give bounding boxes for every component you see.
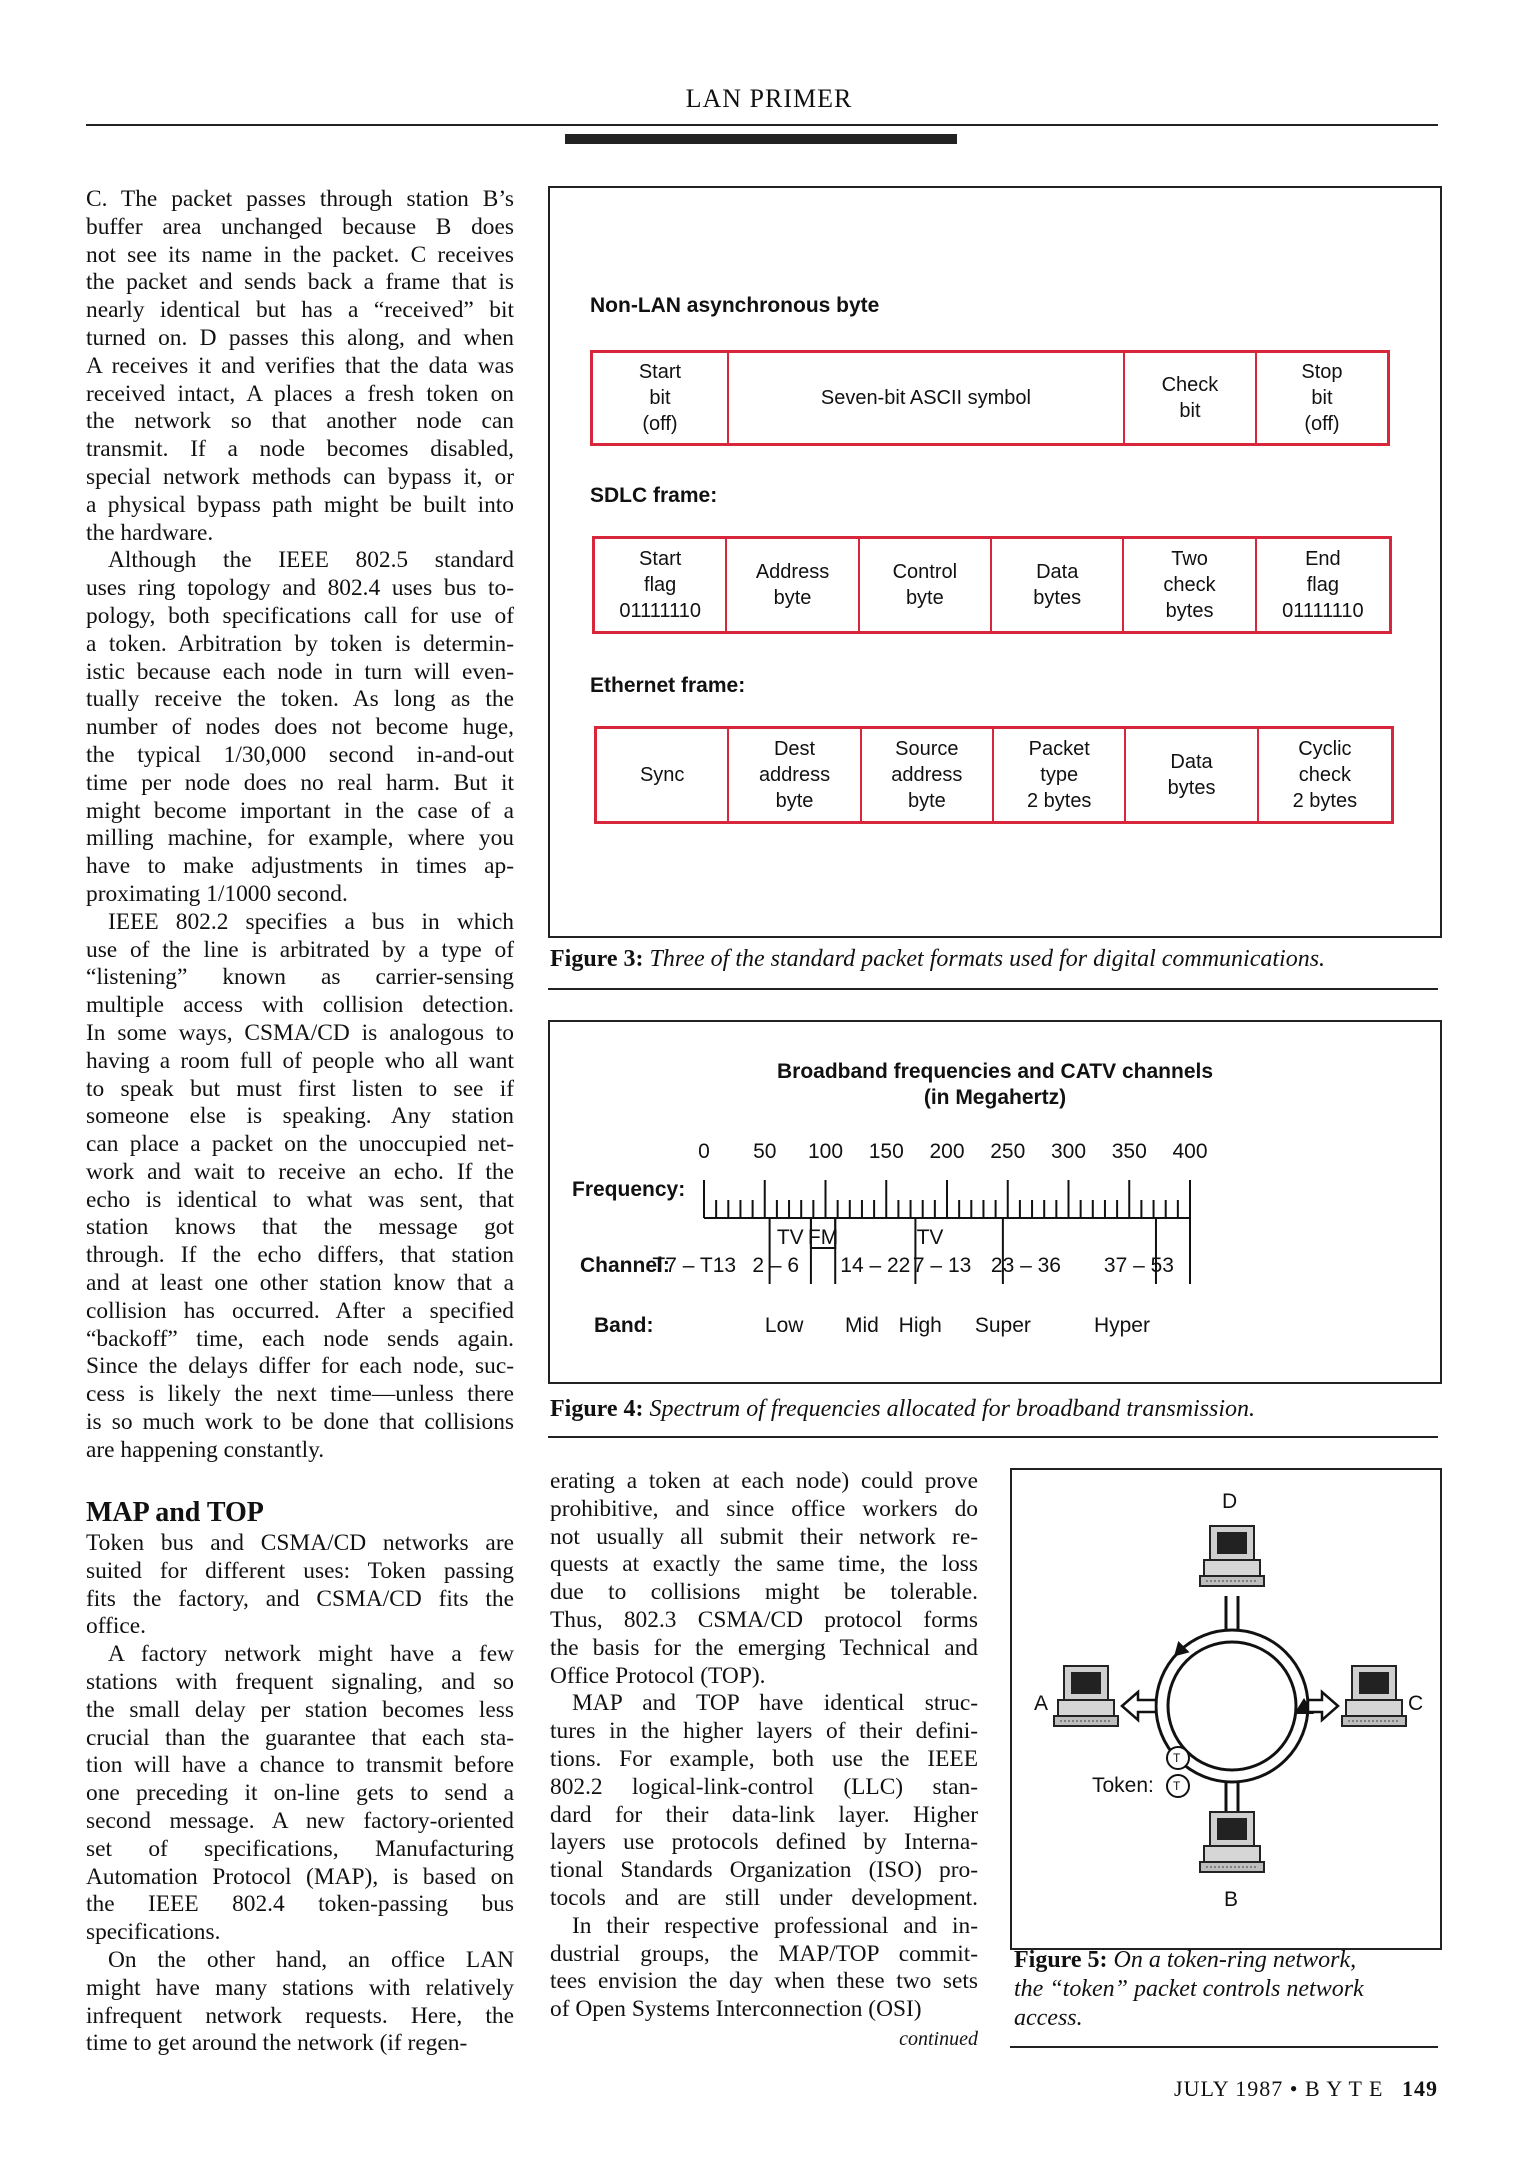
text-line: quests at exactly the same time, the loss bbox=[550, 1551, 978, 1578]
text-line: echo is identical to what was sent, that bbox=[86, 1186, 514, 1213]
text-line: work and wait to receive an echo. If the bbox=[86, 1158, 514, 1185]
async-byte-cell: Start bit (off) bbox=[593, 353, 729, 443]
text-line: are happening constantly. bbox=[86, 1436, 325, 1463]
column-2-text bbox=[86, 1496, 514, 2058]
token-legend-label: Token: bbox=[1092, 1774, 1154, 1797]
text-line: tion will have a chance to transmit before bbox=[86, 1752, 514, 1779]
text-line: the typical 1/30,000 second in-and-out bbox=[86, 741, 514, 768]
text-line: Office Protocol (TOP). bbox=[550, 1662, 766, 1689]
sdlc-frame-label: SDLC frame: bbox=[590, 484, 718, 507]
text-line: is so much work to be done that collisions bbox=[86, 1409, 514, 1436]
text-line: tees envision the day when these two sets bbox=[550, 1968, 978, 1995]
text-line: the basis for the emerging Technical and bbox=[550, 1634, 978, 1661]
text-line: not see its name in the packet. C receives bbox=[86, 241, 514, 268]
text-line: Since the delays differ for each node, suc- bbox=[86, 1353, 514, 1380]
text-line: tions. For example, both use the IEEE bbox=[550, 1745, 978, 1772]
text-line: A factory network might have a few bbox=[108, 1641, 514, 1668]
figure-3-caption-text: Three of the standard packet formats used for digital communications. bbox=[649, 946, 1326, 972]
text-line: received intact, A places a fresh token on bbox=[86, 380, 514, 407]
text-line: tually receive the token. As long as the bbox=[86, 686, 514, 713]
computer-b-icon bbox=[1200, 1812, 1264, 1872]
ethernet-frame-cell: Sync bbox=[597, 729, 729, 821]
async-byte-label: Non-LAN asynchronous byte bbox=[590, 294, 880, 317]
text-line: Token bus and CSMA/CD networks are bbox=[86, 1530, 514, 1556]
text-line: “listening” known as carrier-sensing bbox=[86, 964, 514, 991]
ethernet-frame-cell: Data bytes bbox=[1126, 729, 1258, 821]
computer-d-icon bbox=[1200, 1526, 1264, 1586]
figure-3-box bbox=[548, 186, 1442, 938]
text-line: MAP and TOP have identical struc- bbox=[572, 1690, 978, 1717]
ethernet-frame-cell: Cyclic check 2 bytes bbox=[1292, 738, 1358, 812]
continued-note: continued bbox=[899, 2028, 978, 2050]
section-heading: MAP and TOP bbox=[86, 1497, 264, 1528]
figure-4-caption-text: Spectrum of frequencies allocated for broadband transmission. bbox=[649, 1396, 1256, 1422]
text-line: not usually all submit their network re- bbox=[550, 1523, 978, 1550]
text-line: one preceding it on-line gets to send a bbox=[86, 1780, 514, 1807]
token-legend-symbol: T bbox=[1173, 1779, 1181, 1793]
frequency-label: Frequency: bbox=[572, 1178, 686, 1201]
header-rule bbox=[86, 124, 1438, 126]
sdlc-frame-cell: End flag 01111110 bbox=[1282, 548, 1364, 622]
figure-4-caption bbox=[550, 1396, 1255, 1423]
band-name: High bbox=[898, 1314, 942, 1337]
text-line: IEEE 802.2 specifies a bus in which bbox=[108, 908, 514, 935]
text-line: milling machine, for example, where you bbox=[86, 825, 514, 852]
link-a bbox=[1122, 1692, 1156, 1720]
text-line: the packet and sends back a frame that is bbox=[86, 269, 514, 296]
node-d-label: D bbox=[1222, 1490, 1238, 1513]
node-b-label: B bbox=[1224, 1888, 1239, 1911]
text-line: special network methods can bypass it, or bbox=[86, 463, 514, 490]
text-line: through. If the echo differs, that station bbox=[86, 1242, 514, 1269]
text-line: time per node does no real harm. But it bbox=[86, 769, 514, 796]
figure-5-caption bbox=[1014, 1946, 1434, 2033]
sdlc-frame-row bbox=[592, 536, 1392, 634]
text-line: tional Standards Organization (ISO) pro- bbox=[550, 1857, 978, 1884]
channel-label: T7 – T13 bbox=[652, 1254, 737, 1277]
running-head: LAN PRIMER bbox=[685, 84, 853, 113]
text-line: Although the IEEE 802.5 standard bbox=[108, 547, 514, 574]
figure-4-caption-label: Figure 4: bbox=[550, 1396, 644, 1422]
band-name: Super bbox=[974, 1314, 1031, 1337]
figure-5-caption-line-2: the “token” packet controls network bbox=[1014, 1976, 1364, 2002]
token-ring-diagram bbox=[1012, 1470, 1440, 1948]
text-line: stations with frequent signaling, and so bbox=[86, 1668, 514, 1695]
text-line: having a room full of people who all want bbox=[86, 1047, 514, 1074]
text-line: someone else is speaking. Any station bbox=[86, 1103, 514, 1130]
text-line: and at least one other station know that a bbox=[86, 1270, 514, 1297]
figure-4-caption-rule bbox=[548, 1436, 1438, 1438]
text-line: uses ring topology and 802.4 uses bus to- bbox=[86, 575, 514, 602]
text-line: have to make adjustments in times ap- bbox=[86, 853, 514, 880]
text-line: of Open Systems Interconnection (OSI) bbox=[550, 1996, 922, 2023]
text-line: a physical bypass path might be built into bbox=[86, 491, 514, 518]
text-line: number of nodes does not become huge, bbox=[86, 714, 514, 741]
text-line: specifications. bbox=[86, 1919, 221, 1946]
computer-c-icon bbox=[1342, 1666, 1406, 1726]
figure-5-caption-line-3: access. bbox=[1014, 2005, 1083, 2031]
figure-5-caption-line-1: On a token-ring network, bbox=[1113, 1947, 1357, 1973]
text-line: office. bbox=[86, 1613, 146, 1640]
text-line: “backoff” time, each node sends again. bbox=[86, 1325, 514, 1352]
channel-label: Channel: bbox=[580, 1254, 670, 1277]
page-number: 149 bbox=[1402, 2076, 1438, 2101]
text-line: due to collisions might be tolerable. bbox=[550, 1579, 978, 1606]
frequency-tick-label: 300 bbox=[1050, 1140, 1087, 1163]
ethernet-frame-label: Ethernet frame: bbox=[590, 674, 746, 697]
band-name: Mid bbox=[845, 1314, 879, 1337]
text-line: buffer area unchanged because B does bbox=[86, 213, 514, 240]
figure-4-box bbox=[548, 1020, 1442, 1384]
frequency-tick-label: 250 bbox=[990, 1140, 1026, 1163]
band-name: Low bbox=[764, 1314, 804, 1337]
sdlc-frame-cell: Address byte bbox=[727, 539, 859, 631]
text-line: nearly identical but has a “received” bit bbox=[86, 297, 514, 324]
band-name: Hyper bbox=[1093, 1314, 1150, 1337]
text-line: the IEEE 802.4 token-passing bus bbox=[86, 1891, 514, 1918]
text-line: proximating 1/1000 second. bbox=[86, 880, 348, 907]
figure-5-caption-rule bbox=[1010, 2046, 1438, 2048]
frequency-tick-label: 100 bbox=[807, 1140, 844, 1163]
text-line: cess is likely the next time—unless there bbox=[86, 1381, 514, 1408]
channel-label: 7 – 13 bbox=[912, 1254, 972, 1277]
text-line: crucial than the guarantee that each sta- bbox=[86, 1724, 514, 1751]
sdlc-frame-cell: Two check bytes bbox=[1124, 539, 1256, 631]
sdlc-frame-cell: Data bytes bbox=[992, 539, 1124, 631]
async-byte-row bbox=[590, 350, 1390, 446]
figure-4-title-line-1: Broadband frequencies and CATV channels bbox=[776, 1060, 1214, 1083]
text-line: can place a packet on the unoccupied net- bbox=[86, 1131, 514, 1158]
channel-label: FM bbox=[807, 1226, 839, 1249]
text-line: use of the line is arbitrated by a type of bbox=[86, 936, 514, 963]
column-1-text bbox=[86, 186, 514, 1465]
text-line: might have many stations with relatively bbox=[86, 1974, 514, 2001]
figure-3-caption-rule bbox=[548, 988, 1438, 990]
text-line: C. The packet passes through station B’s bbox=[86, 186, 514, 212]
text-line: Automation Protocol (MAP), is based on bbox=[86, 1863, 514, 1890]
magazine-name: B Y T E bbox=[1304, 2076, 1384, 2101]
text-line: time to get around the network (if regen- bbox=[86, 2030, 468, 2057]
figure-3-caption bbox=[550, 946, 1325, 973]
ethernet-frame-row bbox=[594, 726, 1394, 824]
text-line: the small delay per station becomes less bbox=[86, 1696, 514, 1723]
text-line: tocols and are still under development. bbox=[550, 1884, 978, 1911]
text-line: prohibitive, and since office workers do bbox=[550, 1495, 978, 1522]
text-line: turned on. D passes this along, and when bbox=[86, 324, 514, 351]
footer-separator: • bbox=[1289, 2076, 1299, 2101]
channel-label: 2 – 6 bbox=[752, 1254, 800, 1277]
text-line: A receives it and verifies that the data was bbox=[86, 352, 514, 379]
text-line: multiple access with collision detection. bbox=[86, 992, 514, 1019]
text-line: set of specifications, Manufacturing bbox=[86, 1835, 514, 1862]
header-bar bbox=[565, 134, 957, 144]
text-line: the network so that another node can bbox=[86, 408, 514, 435]
text-line: On the other hand, an office LAN bbox=[108, 1946, 514, 1973]
column-2-body bbox=[86, 1530, 514, 2058]
text-line: dustrial groups, the MAP/TOP commit- bbox=[550, 1940, 978, 1967]
text-line: to speak but must first listen to see if bbox=[86, 1075, 514, 1102]
async-byte-cell: Seven-bit ASCII symbol bbox=[729, 353, 1125, 443]
text-line: second message. A new factory-oriented bbox=[86, 1807, 514, 1834]
node-a-label: A bbox=[1034, 1692, 1049, 1715]
channel-label: 14 – 22 bbox=[840, 1254, 911, 1277]
link-c bbox=[1308, 1692, 1338, 1720]
frequency-tick-label: 50 bbox=[753, 1140, 777, 1163]
ethernet-frame-cell: Packet type 2 bytes bbox=[994, 729, 1126, 821]
text-line: infrequent network requests. Here, the bbox=[86, 2002, 514, 2029]
text-line: In some ways, CSMA/CD is analogous to bbox=[86, 1019, 514, 1046]
computer-a-icon bbox=[1054, 1666, 1118, 1726]
text-line: dard for their data-link layer. Higher bbox=[550, 1801, 978, 1828]
text-line: fits the factory, and CSMA/CD fits the bbox=[86, 1585, 514, 1612]
text-line: erating a token at each node) could prove bbox=[550, 1468, 978, 1494]
text-line: transmit. If a node becomes disabled, bbox=[86, 436, 514, 463]
figure-4-title-line-2: (in Megahertz) bbox=[923, 1086, 1067, 1109]
text-line: the hardware. bbox=[86, 519, 214, 546]
async-byte-cell: Check bit bbox=[1125, 353, 1257, 443]
text-line: pology, both specifications call for use of bbox=[86, 602, 514, 629]
text-line: In their respective professional and in- bbox=[572, 1912, 978, 1939]
page-footer bbox=[1150, 2076, 1438, 2102]
node-c-label: C bbox=[1408, 1692, 1424, 1715]
text-line: collision has occurred. After a specified bbox=[86, 1297, 514, 1324]
ethernet-frame-cell: Dest address byte bbox=[729, 729, 861, 821]
channel-label: 37 – 53 bbox=[1103, 1254, 1174, 1277]
text-line: tures in the higher layers of their defini- bbox=[550, 1718, 978, 1745]
ethernet-frame-cell: Source address byte bbox=[862, 729, 994, 821]
frequency-tick-label: 200 bbox=[929, 1140, 965, 1163]
text-line: suited for different uses: Token passing bbox=[86, 1557, 514, 1584]
frequency-tick-label: 0 bbox=[698, 1140, 710, 1163]
figure-5-caption-label: Figure 5: bbox=[1014, 1947, 1108, 1973]
text-line: station knows that the message got bbox=[86, 1214, 514, 1241]
figure-3-caption-label: Figure 3: bbox=[550, 946, 644, 972]
text-line: a token. Arbitration by token is determin- bbox=[86, 630, 514, 657]
async-byte-cell: Stop bit (off) bbox=[1301, 361, 1343, 435]
issue-date: JULY 1987 bbox=[1174, 2076, 1284, 2101]
channel-label: TV bbox=[776, 1226, 804, 1249]
frequency-tick-label: 400 bbox=[1172, 1140, 1208, 1163]
text-line: layers use protocols defined by Interna- bbox=[550, 1829, 978, 1856]
channel-label: 23 – 36 bbox=[990, 1254, 1061, 1277]
column-3-text bbox=[550, 1468, 978, 2024]
channel-label: TV bbox=[916, 1226, 944, 1249]
token-on-ring-symbol: T bbox=[1173, 1751, 1181, 1765]
text-line: might become important in the case of a bbox=[86, 797, 514, 824]
text-line: Thus, 802.3 CSMA/CD protocol forms bbox=[550, 1606, 978, 1633]
text-line: istic because each node in turn will even- bbox=[86, 658, 514, 685]
sdlc-frame-cell: Control byte bbox=[860, 539, 992, 631]
band-label: Band: bbox=[594, 1314, 654, 1337]
sdlc-frame-cell: Start flag 01111110 bbox=[595, 539, 727, 631]
text-line: 802.2 logical-link-control (LLC) stan- bbox=[550, 1773, 978, 1800]
frequency-tick-label: 350 bbox=[1111, 1140, 1147, 1163]
figure-5-box bbox=[1010, 1468, 1442, 1950]
frequency-tick-label: 150 bbox=[868, 1140, 904, 1163]
